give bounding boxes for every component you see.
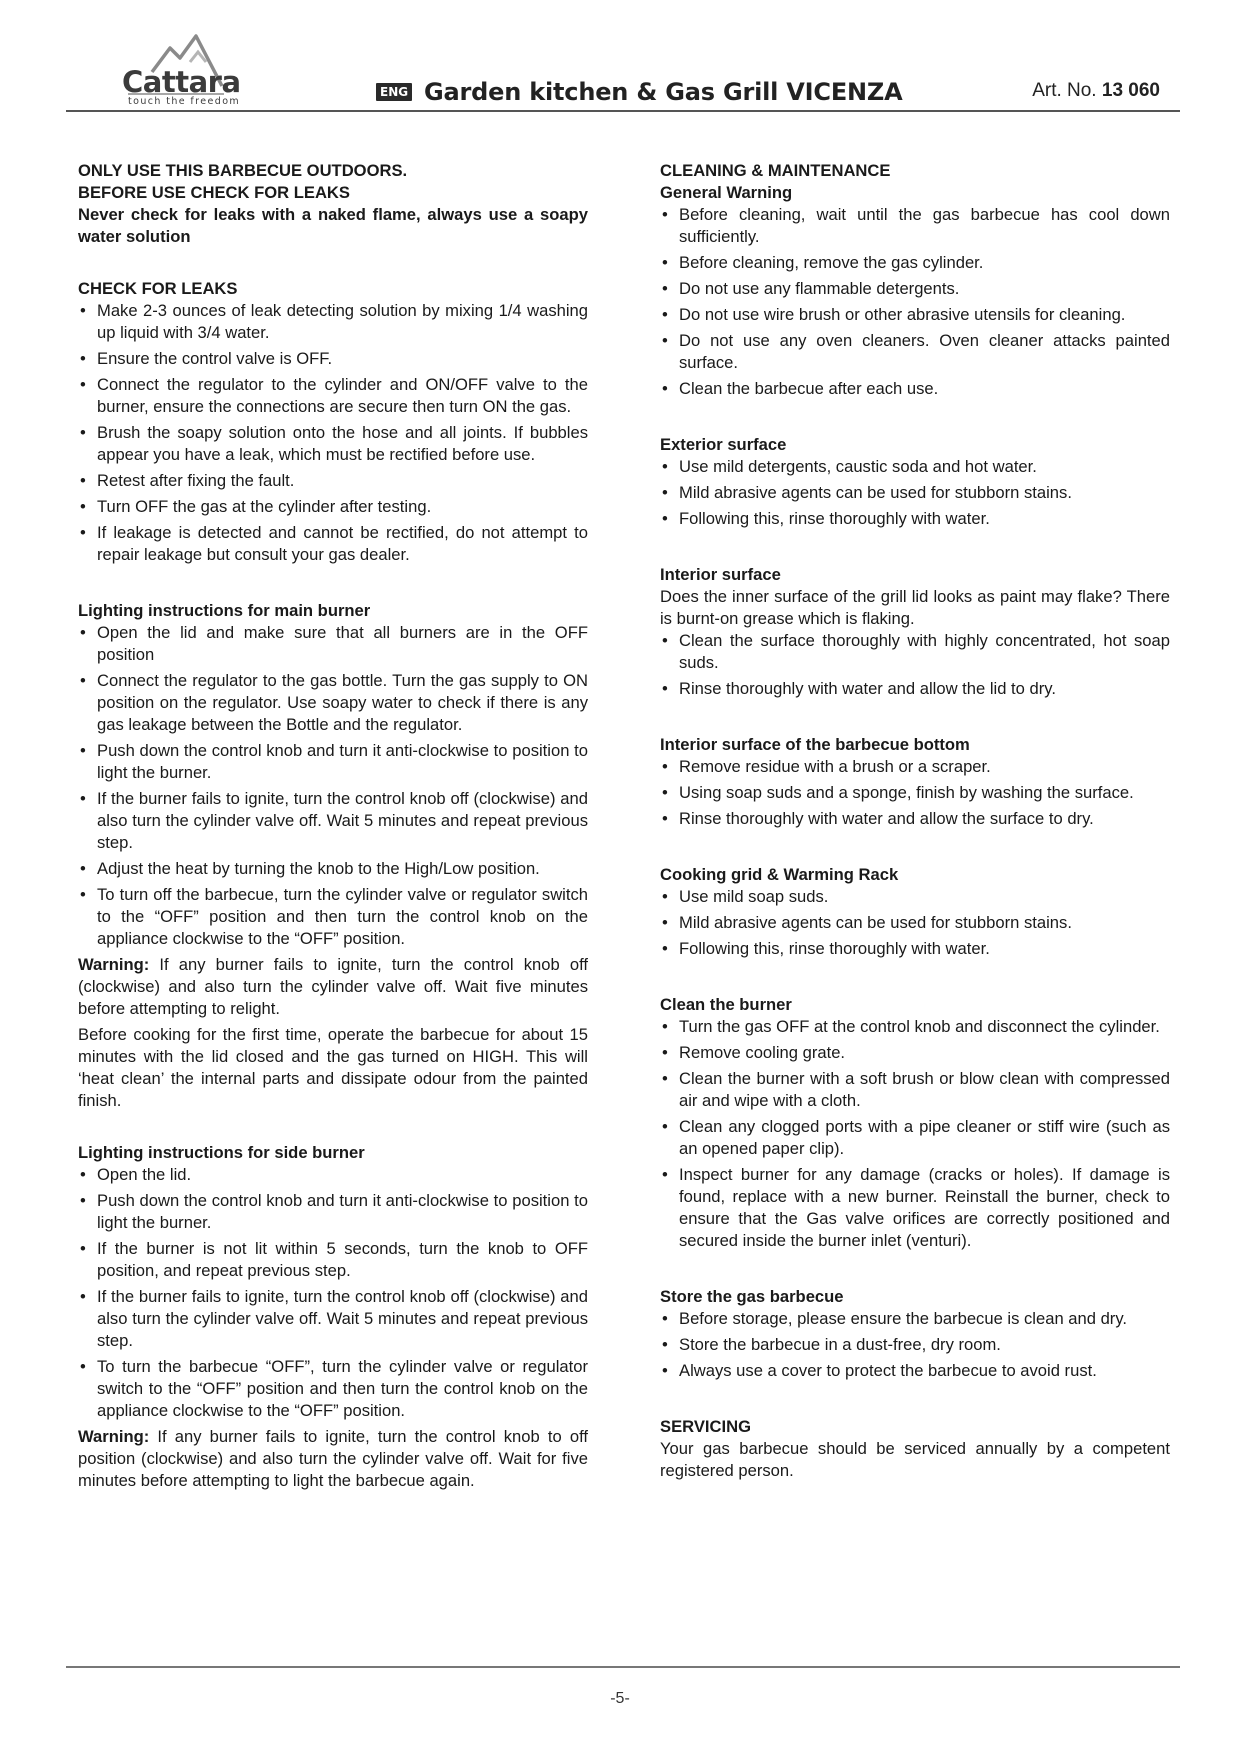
burner-list bbox=[660, 1016, 1170, 1252]
exterior-list bbox=[660, 456, 1170, 530]
brand-name: Cattara bbox=[122, 65, 241, 99]
brand-logo bbox=[94, 28, 294, 106]
list-item: • Turn the gas OFF at the control knob and disconnect the cylinder. bbox=[660, 1016, 1170, 1038]
list-item: • If leakage is detected and cannot be rectified, do not attempt to repair leakage but consult your gas dealer. bbox=[78, 522, 588, 566]
burner-heading: Clean the burner bbox=[660, 995, 792, 1014]
side-burner-heading: Lighting instructions for side burner bbox=[78, 1143, 365, 1162]
article-value: 13 060 bbox=[1101, 80, 1160, 101]
bottom-heading: Interior surface of the barbecue bottom bbox=[660, 735, 970, 754]
list-item: • Do not use any oven cleaners. Oven cleaner attacks painted surface. bbox=[660, 330, 1170, 374]
list-item: • Do not use wire brush or other abrasive utensils for cleaning. bbox=[660, 304, 1170, 326]
grid-list bbox=[660, 886, 1170, 960]
warning-text: If any burner fails to ignite, turn the control knob to off position (clockwise) and also turn the cylinder valve off. Wait for five minutes before attempting to light the barbecue again. bbox=[78, 1427, 588, 1490]
language-badge: ENG bbox=[376, 83, 412, 101]
page-number: -5- bbox=[610, 1690, 630, 1707]
page-header bbox=[66, 22, 1184, 112]
list-item: • Remove residue with a brush or a scraper. bbox=[660, 756, 1170, 778]
servicing-text: Your gas barbecue should be serviced annually by a competent registered person. bbox=[660, 1439, 1170, 1480]
list-item: • Brush the soapy solution onto the hose and all joints. If bubbles appear you have a leak, which must be rectified before use. bbox=[78, 422, 588, 466]
list-item: • Do not use any flammable detergents. bbox=[660, 278, 1170, 300]
list-item: • Turn OFF the gas at the cylinder after testing. bbox=[78, 496, 588, 518]
leaks-list bbox=[78, 300, 588, 566]
bottom-list bbox=[660, 756, 1170, 830]
store-heading: Store the gas barbecue bbox=[660, 1287, 844, 1306]
list-item: • Before cleaning, wait until the gas barbecue has cool down sufficiently. bbox=[660, 204, 1170, 248]
list-item: • Rinse thoroughly with water and allow the lid to dry. bbox=[660, 678, 1170, 700]
list-item: • Mild abrasive agents can be used for stubborn stains. bbox=[660, 482, 1170, 504]
list-item: • Following this, rinse thoroughly with water. bbox=[660, 938, 1170, 960]
list-item: • Open the lid and make sure that all burners are in the OFF position bbox=[78, 622, 588, 666]
list-item: • Push down the control knob and turn it anti-clockwise to position to light the burner. bbox=[78, 740, 588, 784]
list-item: • Inspect burner for any damage (cracks or holes). If damage is found, replace with a new burner. Reinstall the burner, check to ensure that the Gas valve orifices are correctly positioned and secured inside the burner inlet (venturi). bbox=[660, 1164, 1170, 1252]
first-use-note: Before cooking for the first time, operate the barbecue for about 15 minutes with the lid closed and the gas turned on HIGH. This will ‘heat clean’ the internal parts and dissipate odour from the painted finish. bbox=[78, 1025, 588, 1110]
right-column bbox=[660, 160, 1170, 1482]
list-item: • Clean any clogged ports with a pipe cleaner or stiff wire (such as an opened paper clip). bbox=[660, 1116, 1170, 1160]
side-burner-warning bbox=[78, 1426, 588, 1492]
interior-list bbox=[660, 630, 1170, 700]
list-item: • Store the barbecue in a dust-free, dry room. bbox=[660, 1334, 1170, 1356]
list-item: • Use mild detergents, caustic soda and hot water. bbox=[660, 456, 1170, 478]
article-number bbox=[1032, 80, 1160, 102]
warning-text: If any burner fails to ignite, turn the control knob off (clockwise) and also turn the cylinder valve off. Wait five minutes before attempting to relight. bbox=[78, 955, 588, 1018]
exterior-heading: Exterior surface bbox=[660, 435, 787, 454]
list-item: • To turn off the barbecue, turn the cylinder valve or regulator switch to the “OFF” position and then turn the control knob on the appliance clockwise to the “OFF” position. bbox=[78, 884, 588, 950]
list-item: • Open the lid. bbox=[78, 1164, 588, 1186]
list-item: • Retest after fixing the fault. bbox=[78, 470, 588, 492]
main-burner-heading: Lighting instructions for main burner bbox=[78, 601, 371, 620]
side-burner-list bbox=[78, 1164, 588, 1422]
cleaning-heading: CLEANING & MAINTENANCE bbox=[660, 161, 891, 180]
list-item: • Clean the burner with a soft brush or blow clean with compressed air and wipe with a cloth. bbox=[660, 1068, 1170, 1112]
warning-label: Warning: bbox=[78, 1427, 150, 1446]
footer-divider bbox=[66, 1666, 1180, 1668]
general-warning-heading: General Warning bbox=[660, 183, 793, 202]
document-title: Garden kitchen & Gas Grill VICENZA bbox=[424, 78, 903, 106]
list-item: • Following this, rinse thoroughly with water. bbox=[660, 508, 1170, 530]
list-item: • Use mild soap suds. bbox=[660, 886, 1170, 908]
list-item: • If the burner fails to ignite, turn the control knob off (clockwise) and also turn the cylinder valve off. Wait 5 minutes and repeat previous step. bbox=[78, 788, 588, 854]
intro-check-leaks: BEFORE USE CHECK FOR LEAKS bbox=[78, 183, 350, 202]
warning-label: Warning: bbox=[78, 955, 150, 974]
general-warning-list bbox=[660, 204, 1170, 400]
main-burner-list bbox=[78, 622, 588, 950]
store-list bbox=[660, 1308, 1170, 1382]
list-item: • Clean the surface thoroughly with highly concentrated, hot soap suds. bbox=[660, 630, 1170, 674]
list-item: • Connect the regulator to the cylinder and ON/OFF valve to the burner, ensure the connections are secure then turn ON the gas. bbox=[78, 374, 588, 418]
main-burner-warning bbox=[78, 954, 588, 1020]
brand-tagline: touch the freedom bbox=[128, 96, 241, 107]
list-item: • Remove cooling grate. bbox=[660, 1042, 1170, 1064]
list-item: • Before cleaning, remove the gas cylinder. bbox=[660, 252, 1170, 274]
left-column bbox=[78, 160, 588, 1492]
list-item: • To turn the barbecue “OFF”, turn the cylinder valve or regulator switch to the “OFF” position and then turn the control knob on the appliance clockwise to the “OFF” position. bbox=[78, 1356, 588, 1422]
servicing-heading: SERVICING bbox=[660, 1417, 751, 1436]
list-item: • Before storage, please ensure the barbecue is clean and dry. bbox=[660, 1308, 1170, 1330]
list-item: • Mild abrasive agents can be used for stubborn stains. bbox=[660, 912, 1170, 934]
leaks-heading: CHECK FOR LEAKS bbox=[78, 279, 238, 298]
list-item: • Connect the regulator to the gas bottle. Turn the gas supply to ON position on the regulator. Use soapy water to check if there is any gas leakage between the Bottle and the regulator. bbox=[78, 670, 588, 736]
intro-outdoors: ONLY USE THIS BARBECUE OUTDOORS. bbox=[78, 161, 408, 180]
list-item: • Clean the barbecue after each use. bbox=[660, 378, 1170, 400]
header-divider bbox=[66, 110, 1180, 112]
list-item: • If the burner is not lit within 5 seconds, turn the knob to OFF position, and repeat previous step. bbox=[78, 1238, 588, 1282]
list-item: • Adjust the heat by turning the knob to the High/Low position. bbox=[78, 858, 588, 880]
article-label: Art. No. bbox=[1032, 80, 1097, 101]
list-item: • Using soap suds and a sponge, finish by washing the surface. bbox=[660, 782, 1170, 804]
list-item: • Make 2-3 ounces of leak detecting solution by mixing 1/4 washing up liquid with 3/4 water. bbox=[78, 300, 588, 344]
grid-heading: Cooking grid & Warming Rack bbox=[660, 865, 899, 884]
list-item: • Rinse thoroughly with water and allow the surface to dry. bbox=[660, 808, 1170, 830]
list-item: • If the burner fails to ignite, turn the control knob off (clockwise) and also turn the cylinder valve off. Wait 5 minutes and repeat previous step. bbox=[78, 1286, 588, 1352]
interior-text: Does the inner surface of the grill lid looks as paint may flake? There is burnt-on grease which is flaking. bbox=[660, 587, 1170, 628]
list-item: • Always use a cover to protect the barbecue to avoid rust. bbox=[660, 1360, 1170, 1382]
intro-warning: Never check for leaks with a naked flame, always use a soapy water solution bbox=[78, 205, 588, 246]
interior-heading: Interior surface bbox=[660, 565, 781, 584]
list-item: • Ensure the control valve is OFF. bbox=[78, 348, 588, 370]
list-item: • Push down the control knob and turn it anti-clockwise to position to light the burner. bbox=[78, 1190, 588, 1234]
